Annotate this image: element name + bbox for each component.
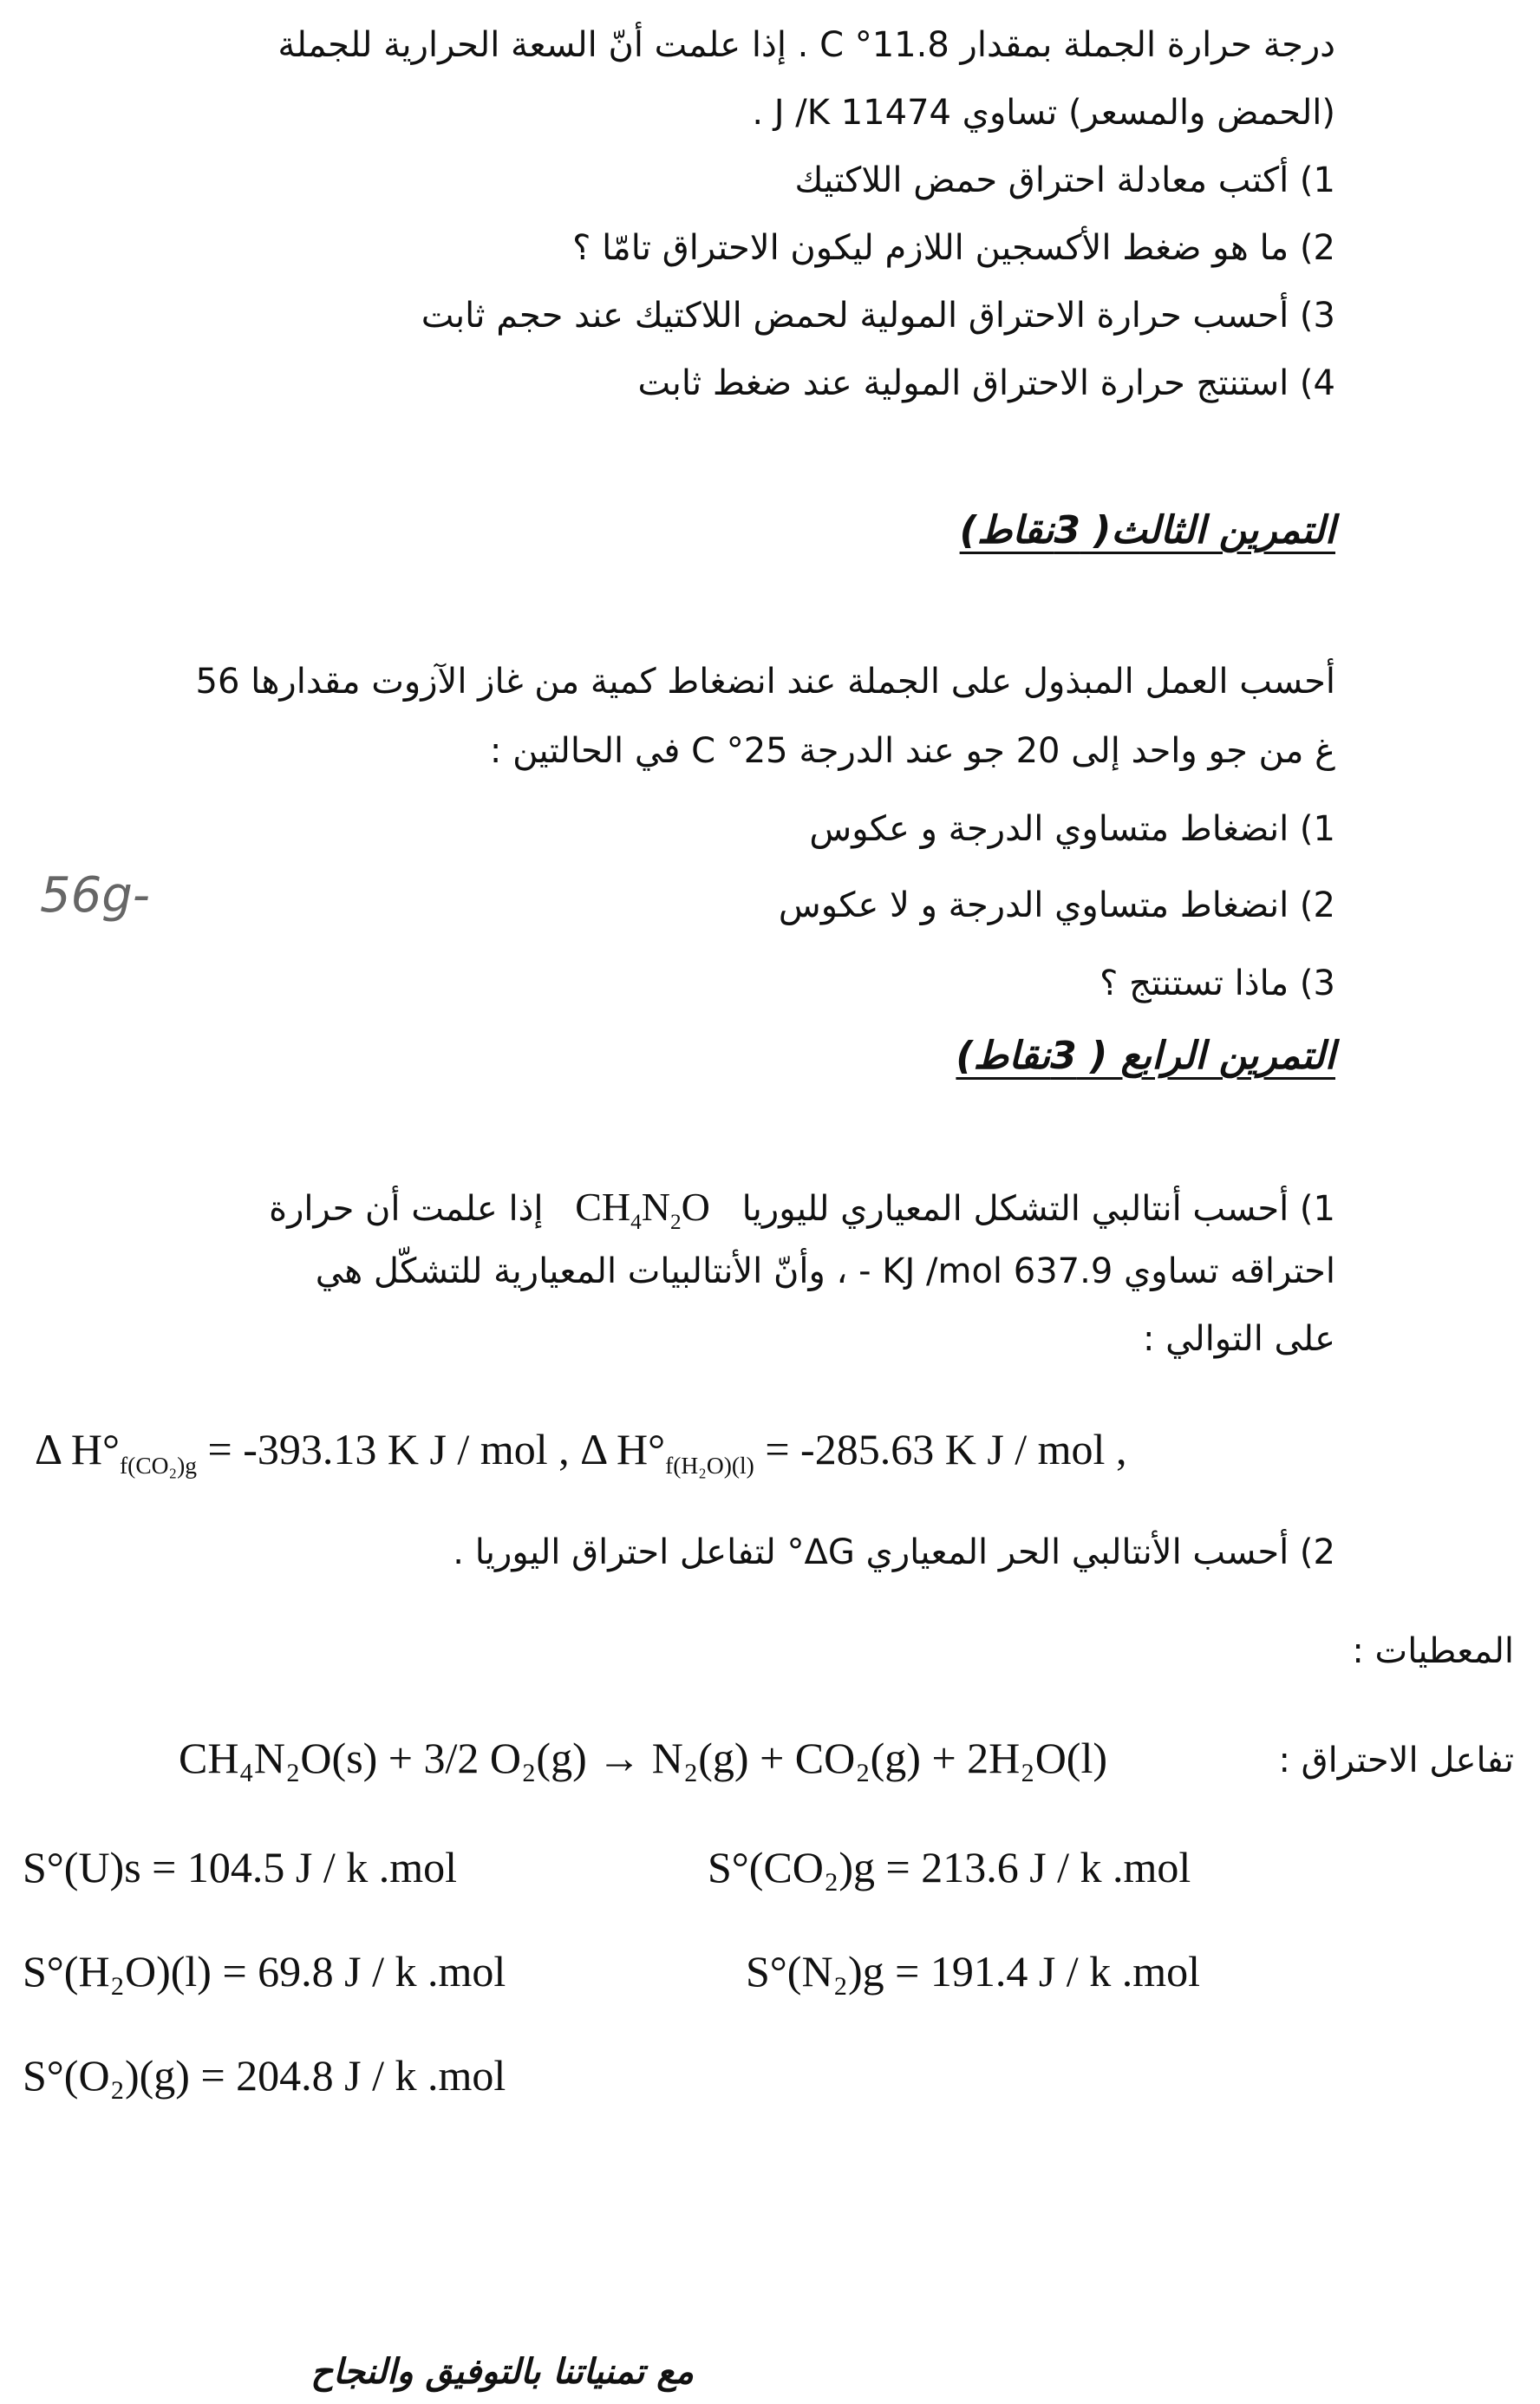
ex4-q1-line1-b: إذا علمت أن حرارة: [269, 1189, 544, 1229]
handwritten-note: 56g-: [40, 867, 151, 924]
footer-wish: مع تمنياتنا بالتوفيق والنجاح: [310, 2352, 694, 2392]
enthalpy-co2-sub: f(CO₂)g: [120, 1452, 198, 1479]
ex3-line1: أحسب العمل المبذول على الجملة عند انضغاط كمية من غاز الآزوت مقدارها 56: [195, 662, 1335, 702]
ex4-q1-line2: احتراقه تساوي 637.9 KJ /mol - ، وأنّ الأنتالبيات المعيارية للتشكّل هي: [315, 1251, 1335, 1291]
entropy-h2o: S°(H₂O)(l) = 69.8 J / k .mol: [23, 1947, 506, 1996]
enthalpy-h2o-sub: f(H₂O)(l): [665, 1452, 754, 1479]
entropy-co2: S°(CO₂)g = 213.6 J / k .mol: [708, 1843, 1191, 1891]
entropy-urea: S°(U)s = 104.5 J / k .mol: [23, 1843, 458, 1891]
ex3-heading: التمرين الثالث( 3نقاط): [959, 508, 1335, 552]
ex3-line2: غ من جو واحد إلى 20 جو عند الدرجة 25° C في الحالتين :: [489, 731, 1335, 771]
givens-label: المعطيات :: [1352, 1631, 1514, 1671]
ex4-q1-line1-a: 1) أحسب أنتالبي التشكل المعياري لليوريا: [741, 1189, 1335, 1229]
ex2-line1: درجة حرارة الجملة بمقدار 11.8° C . إذا علمت أنّ السعة الحرارية للجملة: [277, 25, 1335, 65]
ex4-q1-line1: [269, 1183, 1335, 1236]
enthalpy-h2o-value: = -285.63 K J / mol ,: [765, 1425, 1127, 1473]
enthalpy-h2o-label: Δ H°: [580, 1425, 666, 1473]
ex3-item-1: 1) انضغاط متساوي الدرجة و عكوس: [809, 809, 1335, 849]
enthalpy-values: [35, 1424, 1126, 1480]
reaction-label: تفاعل الاحتراق :: [1278, 1741, 1514, 1780]
ex4-question-2: 2) أحسب الأنتالبي الحر المعياري ΔG° لتفاعل احتراق اليوريا .: [453, 1532, 1335, 1572]
combustion-reaction: CH₄N₂O(s) + 3/2 O₂(g) → N₂(g) + CO₂(g) + 2H₂O(l): [179, 1734, 1107, 1782]
enthalpy-co2-value: = -393.13 K J / mol ,: [207, 1425, 570, 1473]
ex4-q1-line3: على التوالي :: [1142, 1319, 1335, 1359]
entropy-o2: S°(O₂)(g) = 204.8 J / k .mol: [23, 2051, 506, 2100]
ex2-question-4: 4) استنتج حرارة الاحتراق المولية عند ضغط ثابت: [637, 363, 1335, 403]
ex4-heading: التمرين الرابع ( 3نقاط): [956, 1034, 1335, 1078]
ex3-item-3: 3) ماذا تستنتج ؟: [1100, 964, 1335, 1003]
ex3-item-2: 2) انضغاط متساوي الدرجة و لا عكوس: [778, 885, 1335, 925]
ex2-question-1: 1) أكتب معادلة احتراق حمض اللاكتيك: [794, 160, 1335, 200]
urea-formula: $CH_4N_2O$: [575, 1185, 710, 1235]
ex2-line2: (الحمض والمسعر) تساوي 11474 J /K .: [752, 93, 1335, 133]
ex2-question-3: 3) أحسب حرارة الاحتراق المولية لحمض اللاكتيك عند حجم ثابت: [421, 296, 1335, 336]
enthalpy-co2-label: Δ H°: [35, 1425, 120, 1473]
ex2-question-2: 2) ما هو ضغط الأكسجين اللازم ليكون الاحتراق تامّا ؟: [572, 228, 1335, 268]
entropy-n2: S°(N₂)g = 191.4 J / k .mol: [746, 1947, 1200, 1996]
